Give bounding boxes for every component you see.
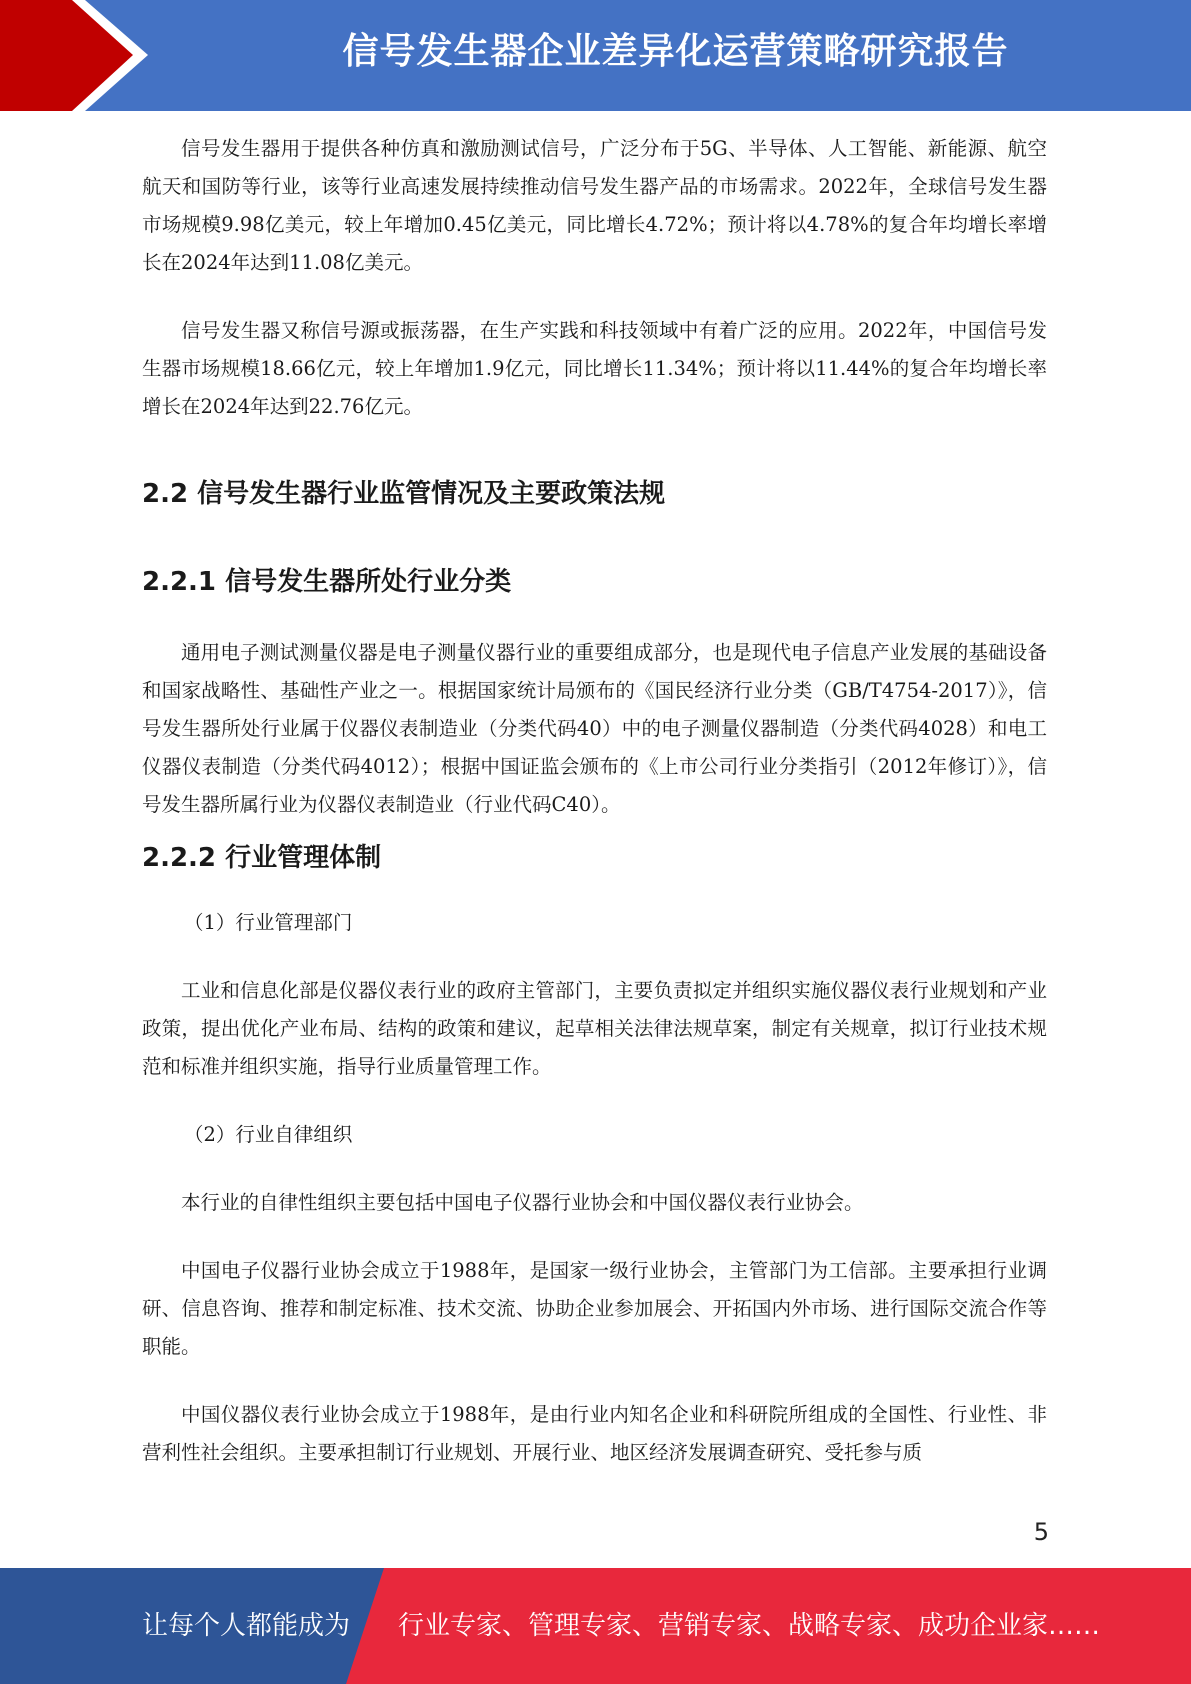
- footer-banner: [0, 1568, 1191, 1684]
- header-chevron-icon: [0, 0, 160, 111]
- page-number: 5: [1033, 1518, 1049, 1546]
- paragraph-instrument-association: 中国仪器仪表行业协会成立于1988年，是由行业内知名企业和科研院所组成的全国性、行业性、非营利性社会组织。主要承担制订行业规划、开展行业、地区经济发展调查研究、受托参与质: [142, 1403, 1047, 1464]
- document-body: [142, 130, 1047, 1472]
- section-heading-2-2-2: 2.2.2 行业管理体制: [142, 843, 382, 873]
- section-heading-2-2-1: 2.2.1 信号发生器所处行业分类: [142, 567, 512, 597]
- footer-slogan-right: 行业专家、管理专家、营销专家、战略专家、成功企业家……: [398, 1611, 1101, 1641]
- paragraph-miit: 工业和信息化部是仪器仪表行业的政府主管部门，主要负责拟定并组织实施仪器仪表行业规划和产业政策，提出优化产业布局、结构的政策和建议，起草相关法律法规草案，制定有关规章，拟订行业技术规范和标准并组织实施，指导行业质量管理工作。: [142, 979, 1047, 1078]
- paragraph-global-market: 信号发生器用于提供各种仿真和激励测试信号，广泛分布于5G、半导体、人工智能、新能源、航空航天和国防等行业，该等行业高速发展持续推动信号发生器产品的市场需求。2022年，全球信号发生器市场规模9.98亿美元，较上年增加0.45亿美元，同比增长4.72%；预计将以4.78%的复合年均增长率增长在2024年达到11.08亿美元。: [142, 137, 1047, 274]
- subheading-management-dept: （1）行业管理部门: [184, 911, 353, 934]
- paragraph-electronic-instrument-association: 中国电子仪器行业协会成立于1988年，是国家一级行业协会，主管部门为工信部。主要承担行业调研、信息咨询、推荐和制定标准、技术交流、协助企业参加展会、开拓国内外市场、进行国际交流合作等职能。: [142, 1259, 1047, 1358]
- paragraph-associations: 本行业的自律性组织主要包括中国电子仪器行业协会和中国仪器仪表行业协会。: [181, 1191, 864, 1214]
- paragraph-china-market: 信号发生器又称信号源或振荡器，在生产实践和科技领域中有着广泛的应用。2022年，中国信号发生器市场规模18.66亿元，较上年增加1.9亿元，同比增长11.34%；预计将以11.44%的复合年均增长率增长在2024年达到22.76亿元。: [142, 319, 1047, 418]
- paragraph-industry-classification: 通用电子测试测量仪器是电子测量仪器行业的重要组成部分，也是现代电子信息产业发展的基础设备和国家战略性、基础性产业之一。根据国家统计局颁布的《国民经济行业分类（GB/T4754-2017）》，信号发生器所处行业属于仪器仪表制造业（分类代码40）中的电子测量仪器制造（分类代码4028）和电工仪器仪表制造（分类代码4012）；根据中国证监会颁布的《上市公司行业分类指引（2012年修订）》，信号发生器所属行业为仪器仪表制造业（行业代码C40）。: [142, 641, 1047, 816]
- section-heading-2-2: 2.2 信号发生器行业监管情况及主要政策法规: [142, 479, 666, 509]
- footer-slogan-left: 让每个人都能成为: [142, 1611, 351, 1641]
- subheading-self-regulatory: （2）行业自律组织: [184, 1123, 353, 1146]
- report-title: 信号发生器企业差异化运营策略研究报告: [342, 31, 1009, 72]
- header-banner: [0, 0, 1191, 111]
